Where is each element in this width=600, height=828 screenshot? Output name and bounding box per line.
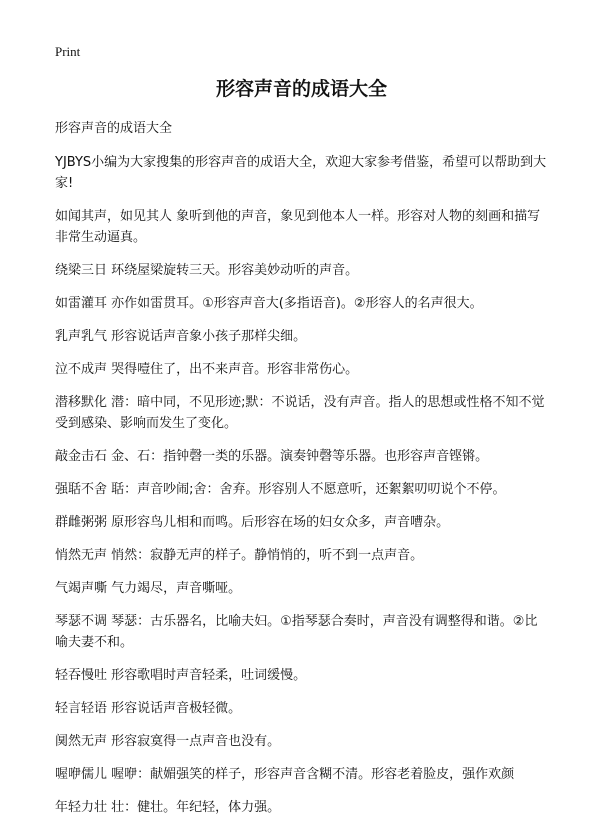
section-subtitle: 形容声音的成语大全 bbox=[55, 121, 173, 136]
idiom-paragraph: 如雷灌耳 亦作如雷贯耳。①形容声音大(多指语音)。②形容人的名声很大。 bbox=[55, 296, 483, 311]
idiom-paragraph: 琴瑟不调 琴瑟：古乐器名，比喻夫妇。①指琴瑟合奏时，声音没有调整得和谐。②比喻夫妻不和。 bbox=[55, 614, 538, 650]
idiom-paragraph: 阒然无声 形容寂寞得一点声音也没有。 bbox=[55, 734, 281, 749]
idiom-paragraph: 泣不成声 哭得噎住了，出不来声音。形容非常伤心。 bbox=[55, 362, 359, 377]
idiom-paragraph: 轻言轻语 形容说话声音极轻微。 bbox=[55, 701, 242, 716]
idiom-paragraph: 如闻其声，如见其人 象听到他的声音，象见到他本人一样。形容对人物的刻画和描写非常生动逼真。 bbox=[55, 209, 541, 245]
idiom-paragraph: 年轻力壮 壮：健壮。年纪轻，体力强。 bbox=[55, 800, 281, 815]
print-link[interactable]: Print bbox=[55, 44, 81, 59]
idiom-paragraph: 群雌粥粥 原形容鸟儿相和而鸣。后形容在场的妇女众多，声音嘈杂。 bbox=[55, 515, 450, 530]
idiom-paragraph: 强聒不舍 聒：声音吵闹;舍：舍弃。形容别人不愿意听，还絮絮叨叨说个不停。 bbox=[55, 482, 506, 497]
intro-paragraph: YJBYS小编为大家搜集的形容声音的成语大全，欢迎大家参考借鉴，希望可以帮助到大家! bbox=[55, 155, 547, 191]
page-title: 形容声音的成语大全 bbox=[215, 78, 387, 100]
idiom-paragraph: 乳声乳气 形容说话声音象小孩子那样尖细。 bbox=[55, 329, 307, 344]
idiom-paragraph: 喔咿儒儿 喔咿：献媚强笑的样子，形容声音含糊不清。形容老着脸皮，强作欢颜 bbox=[55, 767, 515, 782]
idiom-paragraph: 气竭声嘶 气力竭尽，声音嘶哑。 bbox=[55, 581, 242, 596]
idiom-paragraph: 敲金击石 金、石：指钟磬一类的乐器。演奏钟磬等乐器。也形容声音铿锵。 bbox=[55, 449, 489, 464]
idiom-paragraph: 潜移默化 潜：暗中同，不见形迹;默：不说话，没有声音。指人的思想或性格不知不觉受到感染、影响而发生了变化。 bbox=[55, 395, 545, 431]
idiom-paragraph: 绕梁三日 环绕屋梁旋转三天。形容美妙动听的声音。 bbox=[55, 263, 359, 278]
idiom-paragraph: 轻吞慢吐 形容歌唱时声音轻柔，吐词缓慢。 bbox=[55, 668, 307, 683]
idiom-paragraph: 悄然无声 悄然：寂静无声的样子。静悄悄的，听不到一点声音。 bbox=[55, 548, 424, 563]
